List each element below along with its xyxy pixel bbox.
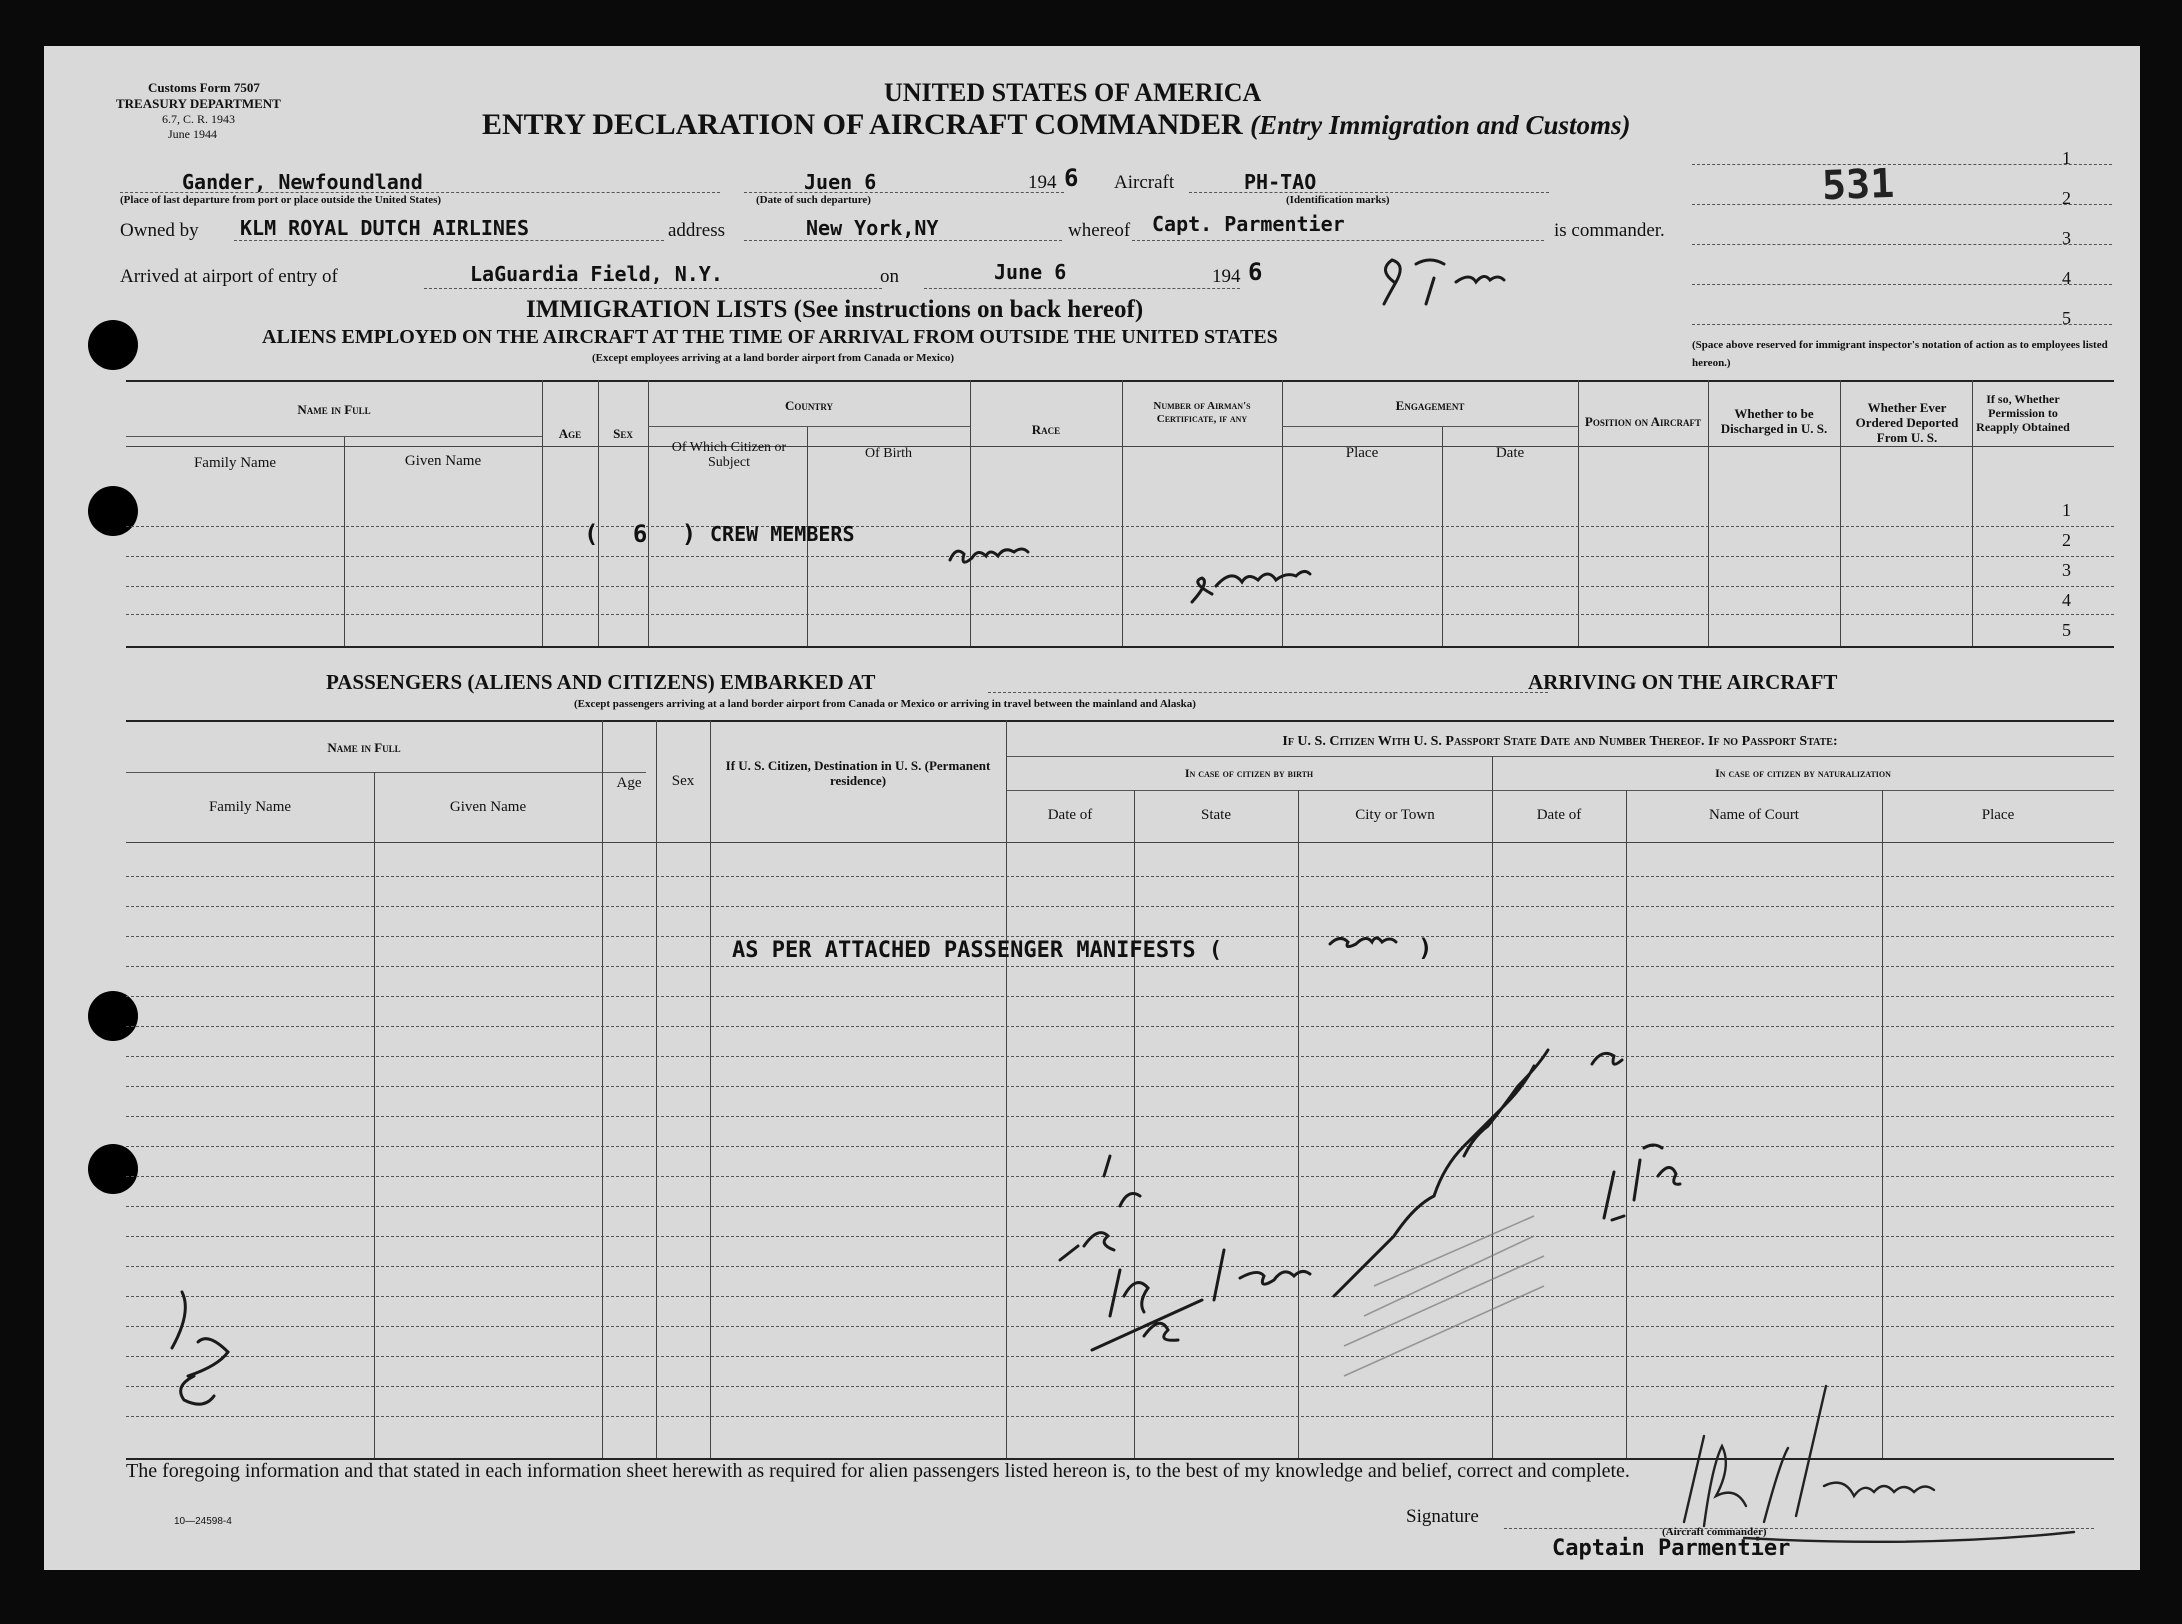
passengers-heading: PASSENGERS (ALIENS AND CITIZENS) EMBARKED AT <box>326 670 876 694</box>
aliens-heading: ALIENS EMPLOYED ON THE AIRCRAFT AT THE TIME OF ARRIVAL FROM OUTSIDE THE UNITED STATES <box>262 326 1278 348</box>
form-sheet <box>44 46 2140 1570</box>
manifest-close: ) <box>1418 934 1433 962</box>
col-family-name: Family Name <box>193 455 277 471</box>
col-engagement: Engagement <box>1395 398 1465 413</box>
form-number: Customs Form 7507 <box>148 80 260 95</box>
arrival-year: 6 <box>1248 258 1263 286</box>
form-cfr: 6.7, C. R. 1943 <box>162 112 236 126</box>
crew-entry-count: ( 6 ) <box>584 520 707 548</box>
passengers-note: (Except passengers arriving at a land border airport from Canada or Mexico or arriving in travel between the mainland and Alaska) <box>574 698 1196 710</box>
signature-caption: (Aircraft commander) <box>1662 1526 1767 1538</box>
handwriting-mark-stroke <box>172 1292 228 1404</box>
alien-row-number: 2 <box>2062 530 2071 550</box>
signature-label: Signature <box>1406 1506 1479 1527</box>
commander-name: Capt. Parmentier <box>1152 212 1345 236</box>
col-country: Country <box>784 398 834 413</box>
handwriting-time2-stroke <box>1604 1145 1680 1220</box>
p-col-family-name: Family Name <box>208 799 292 815</box>
col-given-name: Given Name <box>404 453 482 469</box>
col-discharged: Whether to be Discharged in U. S. <box>1720 406 1828 436</box>
col-eng-date: Date <box>1495 445 1525 461</box>
owner-address: New York,NY <box>806 216 939 240</box>
handwriting-manifest-stroke <box>1330 938 1396 947</box>
alien-row-number: 3 <box>2062 560 2071 580</box>
arrival-label: Arrived at airport of entry of <box>120 266 338 287</box>
side-number: 4 <box>2062 268 2071 288</box>
immigration-heading: IMMIGRATION LISTS (See instructions on back hereof) <box>526 296 1144 323</box>
handwriting-aliens-stroke <box>950 549 1028 562</box>
aircraft-marks: PH-TAO <box>1244 170 1317 194</box>
handwriting-inspector-stroke <box>1334 1050 1622 1296</box>
p-col-given-name: Given Name <box>449 799 527 815</box>
departure-place: Gander, Newfoundland <box>182 170 423 194</box>
title-main-text: ENTRY DECLARATION OF AIRCRAFT COMMANDER <box>482 108 1243 141</box>
aircraft-caption: (Identification marks) <box>1286 194 1390 206</box>
side-number: 1 <box>2062 148 2071 168</box>
p-col-name-in-full: Name in Full <box>327 740 401 755</box>
p-col-by-naturalization: In case of citizen by naturalization <box>1715 766 1891 780</box>
p-col-place: Place <box>1981 807 2015 823</box>
arrival-year-prefix: 194 <box>1212 266 1241 287</box>
col-citizen-of: Of Which Citizen or Subject <box>671 440 787 470</box>
form-department: TREASURY DEPARTMENT <box>116 96 281 111</box>
col-position: Position on Aircraft <box>1584 414 1702 429</box>
form-date: June 1944 <box>168 127 217 141</box>
col-sex: Sex <box>613 426 633 441</box>
footer-statement: The foregoing information and that stated in each information sheet herewith as required for alien passengers listed hereon is, to the best of my knowledge and belief, correct and complete. <box>126 1460 1630 1482</box>
departure-date-caption: (Date of such departure) <box>756 194 871 206</box>
crew-entry: CREW MEMBERS <box>710 522 855 546</box>
p-col-city: City or Town <box>1355 807 1435 823</box>
handwriting-tally-stroke <box>1060 1156 1310 1350</box>
handwriting-layer <box>44 46 2140 1570</box>
col-name-in-full: Name in Full <box>297 402 371 417</box>
col-race: Race <box>1031 422 1061 437</box>
side-number: 2 <box>2062 188 2071 208</box>
signer-name: Captain Parmentier <box>1552 1536 1791 1561</box>
col-deported: Whether Ever Ordered Deported From U. S. <box>1855 400 1959 445</box>
p-col-age: Age <box>616 775 642 791</box>
title-country: UNITED STATES OF AMERICA <box>884 78 1262 107</box>
manifest-note: AS PER ATTACHED PASSENGER MANIFESTS ( <box>732 938 1223 963</box>
arrival-date: June 6 <box>994 260 1067 284</box>
commander-label: is commander. <box>1554 220 1665 241</box>
handwriting-time-stroke <box>1384 260 1504 304</box>
p-col-by-birth: In case of citizen by birth <box>1184 766 1314 780</box>
arrival-on-label: on <box>880 266 899 287</box>
owned-by-label: Owned by <box>120 220 199 241</box>
arrival-airport: LaGuardia Field, N.Y. <box>470 262 723 286</box>
p-col-passport: If U. S. Citizen With U. S. Passport State Date and Number Thereof. If no Passport State: <box>1282 734 1838 749</box>
title-sub: (Entry Immigration and Customs) <box>1250 110 1631 140</box>
side-number: 3 <box>2062 228 2071 248</box>
p-col-state: State <box>1201 807 1231 823</box>
passengers-heading-right: ARRIVING ON THE AIRCRAFT <box>1528 670 1838 694</box>
departure-year-prefix: 194 <box>1028 172 1057 193</box>
departure-place-caption: (Place of last departure from port or place outside the United States) <box>120 194 442 206</box>
p-col-date-of-2: Date of <box>1536 807 1582 823</box>
aircraft-label: Aircraft <box>1114 172 1175 193</box>
departure-date: Juen 6 <box>804 170 877 194</box>
departure-year: 6 <box>1064 164 1079 192</box>
whereof-label: whereof <box>1068 220 1131 241</box>
p-col-date-of: Date of <box>1047 807 1093 823</box>
col-of-birth: Of Birth <box>864 446 913 461</box>
col-airman-cert: Number of Airman's Certificate, if any <box>1153 400 1251 425</box>
handwriting-count-stroke <box>1192 571 1310 602</box>
inspector-stamp-stroke <box>1344 1216 1544 1376</box>
col-reapply: If so, Whether Permission to Reapply Obtained <box>1976 392 2070 434</box>
p-col-destination: If U. S. Citizen, Destination in U. S. (Permanent residence) <box>725 758 991 788</box>
col-eng-place: Place <box>1345 445 1379 461</box>
alien-row-number: 1 <box>2062 500 2071 520</box>
form-footer-code: 10—24598-4 <box>174 1516 232 1527</box>
owned-by: KLM ROYAL DUTCH AIRLINES <box>240 216 529 240</box>
col-age: Age <box>558 426 582 441</box>
address-label: address <box>668 220 725 241</box>
aliens-note: (Except employees arriving at a land border airport from Canada or Mexico) <box>592 352 955 364</box>
p-col-sex: Sex <box>671 773 695 789</box>
p-col-court: Name of Court <box>1709 807 1799 823</box>
alien-row-number: 5 <box>2062 620 2071 640</box>
signature-stroke <box>1684 1386 2074 1542</box>
stamp-number: 531 <box>1821 160 1896 210</box>
reserved-note: (Space above reserved for immigrant inspector's notation of action as to employees listed hereon.) <box>1692 339 2108 369</box>
side-number: 5 <box>2062 308 2071 328</box>
alien-row-number: 4 <box>2062 590 2071 610</box>
